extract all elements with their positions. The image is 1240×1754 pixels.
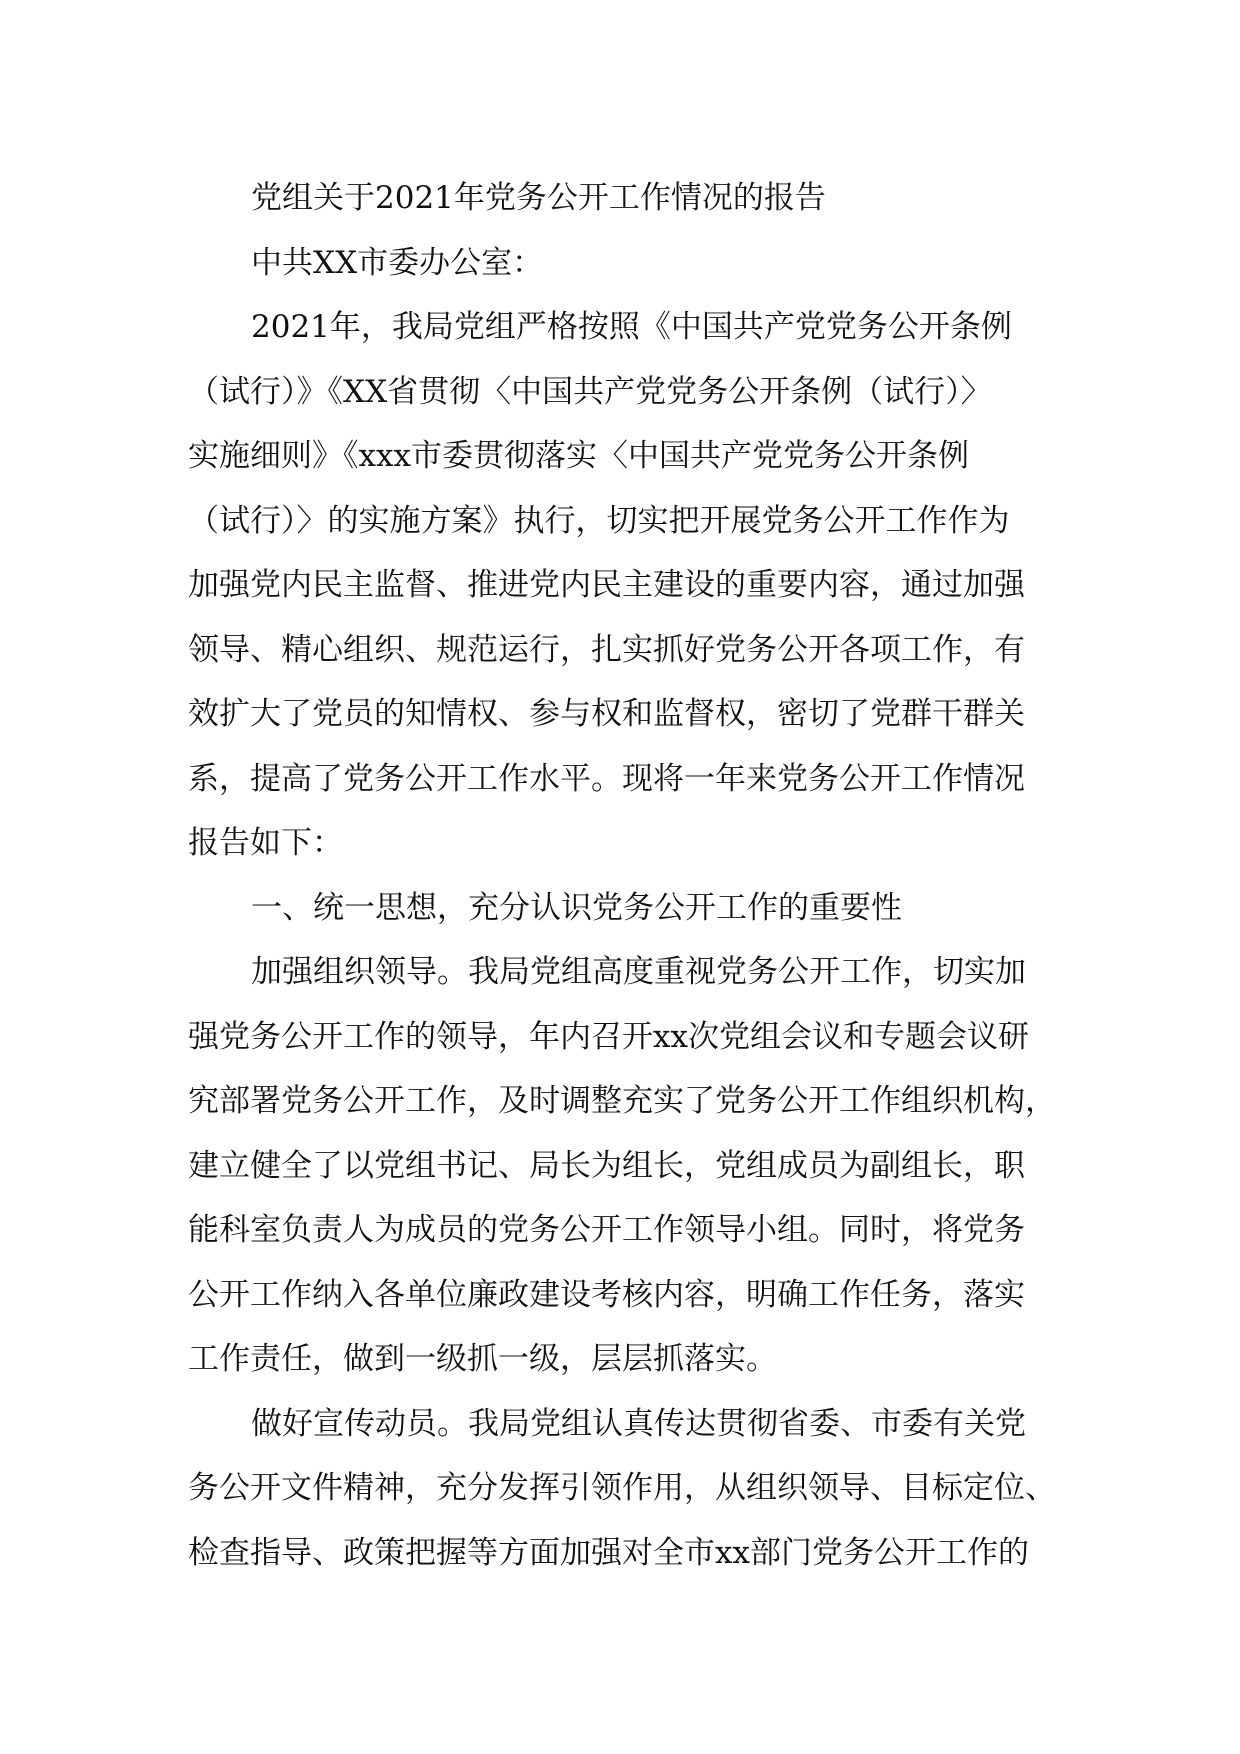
body-line: 做好宣传动员。我局党组认真传达贯彻省委、市委有关党 (251, 1405, 1026, 1442)
body-line: 能科室负责人为成员的党务公开工作领导小组。同时，将党务 (188, 1212, 1025, 1248)
body-line: 究部署党务公开工作，及时调整充实了党务公开工作组织机构， (188, 1083, 1056, 1119)
body-line: （试行）〉的实施方案》执行，切实把开展党务公开工作作为 (188, 502, 1010, 539)
addressee: 中共XX市委办公室： (251, 244, 544, 281)
body-line: 强党务公开工作的领导，年内召开xx次党组会议和专题会议研 (188, 1018, 1029, 1055)
section-heading: 一、统一思想，充分认识党务公开工作的重要性 (251, 889, 902, 926)
body-line: 公开工作纳入各单位廉政建设考核内容，明确工作任务，落实 (188, 1276, 1025, 1313)
body-line: 实施细则》《xxx市委贯彻落实〈中国共产党党务公开条例 (188, 438, 969, 474)
body-line: 系，提高了党务公开工作水平。现将一年来党务公开工作情况 (188, 760, 1025, 797)
body-line: 效扩大了党员的知情权、参与权和监督权，密切了党群干群关 (188, 696, 1025, 732)
body-line: 检查指导、政策把握等方面加强对全市xx部门党务公开工作的 (188, 1534, 1029, 1571)
body-line: 工作责任，做到一级抓一级，层层抓落实。 (188, 1341, 777, 1377)
body-line: 建立健全了以党组书记、局长为组长，党组成员为副组长，职 (188, 1147, 1025, 1184)
body-line: 加强组织领导。我局党组高度重视党务公开工作，切实加 (251, 954, 1026, 990)
body-line: 务公开文件精神，充分发挥引领作用，从组织领导、目标定位、 (188, 1470, 1056, 1506)
document-body (188, 166, 1068, 1585)
document-title: 党组关于2021年党务公开工作情况的报告 (251, 180, 826, 216)
body-line: 报告如下： (188, 825, 343, 861)
body-line: 2021年，我局党组严格按照《中国共产党党务公开条例 (251, 309, 1012, 345)
body-line: 领导、精心组织、规范运行，扎实抓好党务公开各项工作，有 (188, 631, 1025, 668)
body-line: （试行）》《XX省贯彻〈中国共产党党务公开条例（试行）〉 (188, 373, 992, 410)
body-line: 加强党内民主监督、推进党内民主建设的重要内容，通过加强 (188, 567, 1025, 603)
